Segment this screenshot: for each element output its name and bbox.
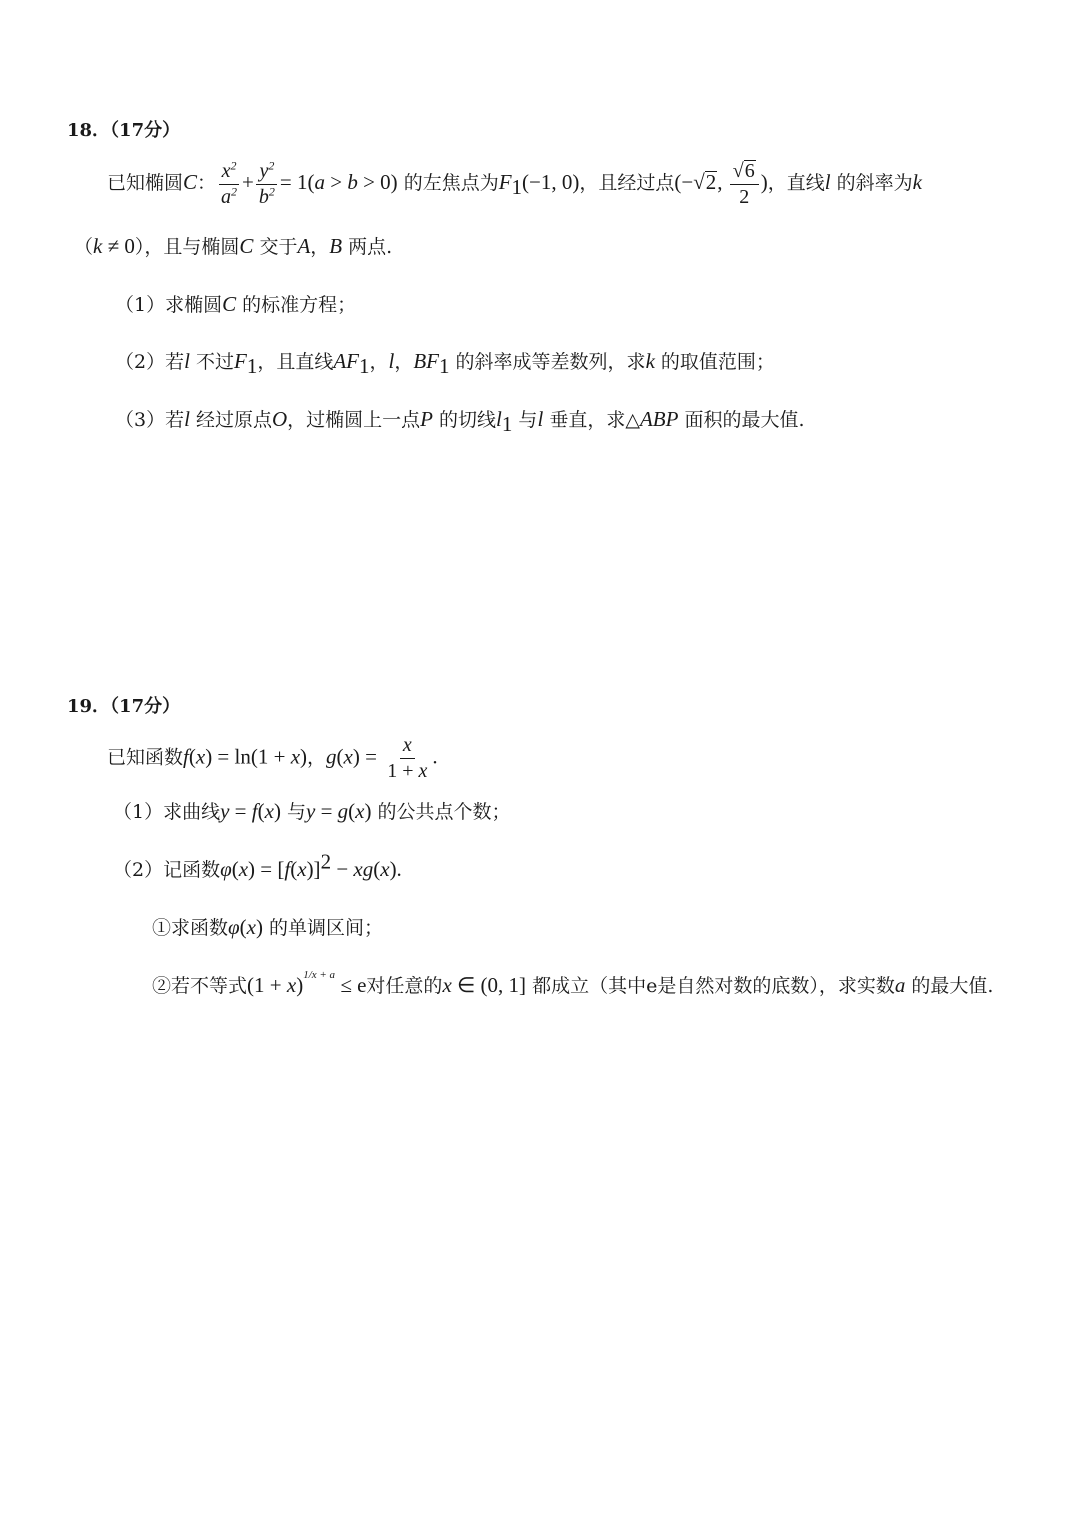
q18-stem-line1: 已知椭圆C： $\frac{x^2}{a^2}$ + $\frac{y^2}{b^2}$ = 1(a > b > 0) 的左焦点为$F_1(-1$, 0)，且经过点(−√2, $\frac{√6}{2}$ )，直线l 的斜率为k <box>107 157 922 208</box>
q19-part2: （2）记函数$\varphi(x) = [f(x)]^2 - xg(x)$. <box>113 849 402 881</box>
q19-stem: 已知函数f(x) = ln(1 + x)，g(x) = $\frac{x}{1 + x}$ . <box>107 734 438 782</box>
q19-part2-sub1: ①求函数φ(x) 的单调区间； <box>152 915 384 939</box>
q19-part2-sub2: ②若不等式$(1 + x)^{1/x + a} \le e$对任意的x ∈ (0, 1] 都成立（其中e是自然对数的底数），求实数a 的最大值. <box>152 969 994 997</box>
q19-part1: （1）求曲线y = f(x) 与y = g(x) 的公共点个数； <box>113 799 511 823</box>
q18-stem-line2: （k ≠ 0），且与椭圆C 交于A，B 两点. <box>74 234 393 258</box>
q19-header: 19．（17分） <box>67 696 181 717</box>
q18-part3: （3）若l 经过原点O，过椭圆上一点P 的切线$l_1$ 与l 垂直，求△ABP 面积的最大值. <box>115 407 805 436</box>
q18-part2: （2）若l 不过$F_1$，且直线$AF_1$，l，$BF_1$ 的斜率成等差数列，求k 的取值范围； <box>115 349 775 378</box>
q18-part1: （1）求椭圆C 的标准方程； <box>115 292 357 316</box>
q18-header: 18．（17分） <box>67 120 181 141</box>
